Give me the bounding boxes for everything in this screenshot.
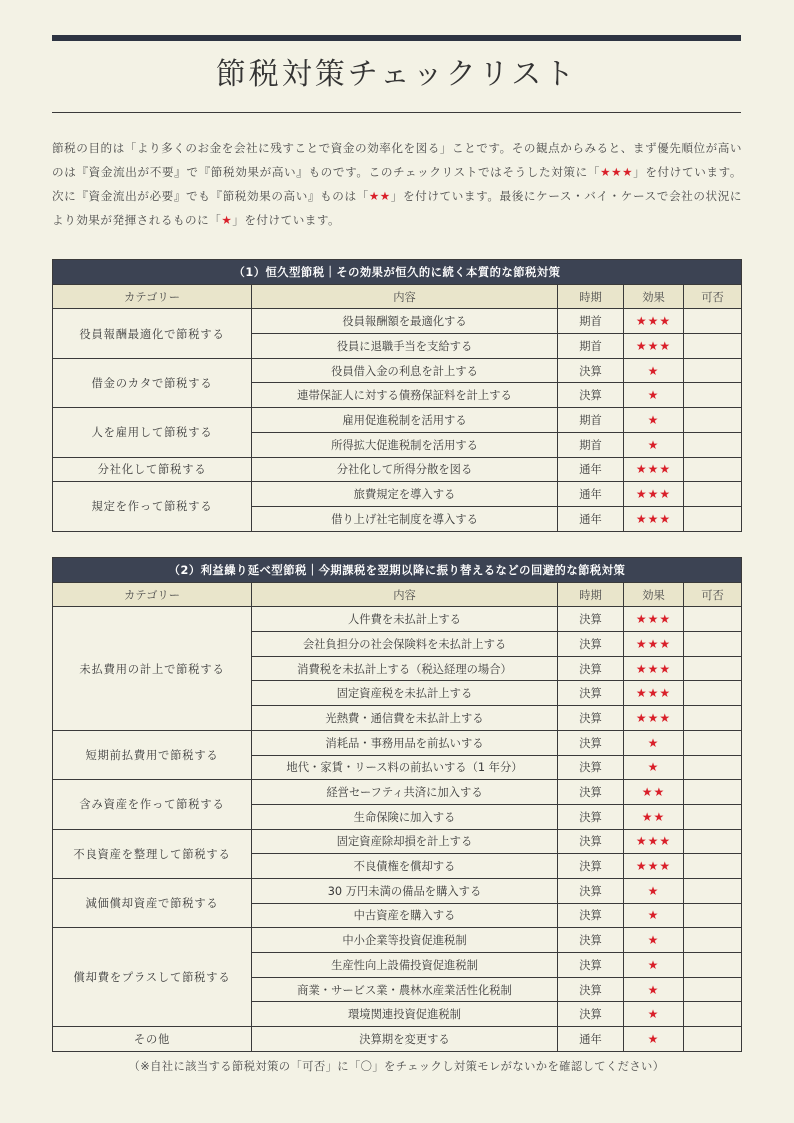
effect-stars-cell: ★★★: [624, 457, 684, 482]
timing-cell: 決算: [558, 854, 624, 879]
effect-stars-cell: ★★★: [624, 706, 684, 731]
table-row: [53, 928, 742, 953]
intro-text-1: 節税の目的は「より多くのお金を会社に残すことで資金の効率化を図る」ことです。その観点からみると、まず優先順位が高いのは『資金流出が不要』で『節税効果が高い』ものです。このチェックリストではそうした対策に「: [52, 141, 742, 179]
timing-cell: 決算: [558, 656, 624, 681]
content-cell: 生産性向上設備投資促進税制: [252, 953, 558, 978]
category-cell: 減価償却資産で節税する: [53, 878, 252, 927]
intro-stars-2: ★★: [368, 189, 391, 203]
table-header: （1）恒久型節税｜その効果が恒久的に続く本質的な節税対策: [53, 260, 742, 285]
check-cell[interactable]: [684, 506, 742, 531]
content-cell: 雇用促進税制を活用する: [252, 408, 558, 433]
column-header-check: 可否: [684, 284, 742, 309]
timing-cell: 決算: [558, 755, 624, 780]
check-cell[interactable]: [684, 953, 742, 978]
content-cell: 役員報酬額を最適化する: [252, 309, 558, 334]
check-cell[interactable]: [684, 804, 742, 829]
effect-stars-cell: ★★★: [624, 334, 684, 359]
timing-cell: 期首: [558, 309, 624, 334]
category-cell: 借金のカタで節税する: [53, 358, 252, 407]
table-row: [53, 1027, 742, 1052]
column-header-timing: 時期: [558, 582, 624, 607]
check-cell[interactable]: [684, 383, 742, 408]
intro-stars-3: ★★★: [600, 165, 634, 179]
check-cell[interactable]: [684, 903, 742, 928]
content-cell: 人件費を未払計上する: [252, 607, 558, 632]
footnote: （※自社に該当する節税対策の「可否」に「〇」をチェックし対策モレがないかを確認してください）: [128, 1060, 665, 1073]
effect-stars-cell: ★★★: [624, 506, 684, 531]
timing-cell: 通年: [558, 1027, 624, 1052]
timing-cell: 決算: [558, 829, 624, 854]
table-row: [53, 730, 742, 755]
effect-stars-cell: ★★★: [624, 482, 684, 507]
intro-stars-1: ★: [221, 213, 233, 227]
check-cell[interactable]: [684, 928, 742, 953]
effect-stars-cell: ★: [624, 1027, 684, 1052]
check-cell[interactable]: [684, 309, 742, 334]
content-cell: 旅費規定を導入する: [252, 482, 558, 507]
effect-stars-cell: ★★★: [624, 656, 684, 681]
table-row: [53, 482, 742, 507]
effect-stars-cell: ★: [624, 977, 684, 1002]
check-cell[interactable]: [684, 457, 742, 482]
category-cell: その他: [53, 1027, 252, 1052]
category-cell: 未払費用の計上で節税する: [53, 607, 252, 730]
category-cell: 役員報酬最適化で節税する: [53, 309, 252, 358]
table-row: [53, 780, 742, 805]
check-cell[interactable]: [684, 780, 742, 805]
column-header-check: 可否: [684, 582, 742, 607]
check-cell[interactable]: [684, 334, 742, 359]
content-cell: 役員借入金の利息を計上する: [252, 358, 558, 383]
column-header-content: 内容: [252, 284, 558, 309]
timing-cell: 通年: [558, 482, 624, 507]
content-cell: 連帯保証人に対する債務保証料を計上する: [252, 383, 558, 408]
check-cell[interactable]: [684, 706, 742, 731]
check-cell[interactable]: [684, 977, 742, 1002]
check-cell[interactable]: [684, 1002, 742, 1027]
check-cell[interactable]: [684, 829, 742, 854]
table-permanent-tax-saving: [52, 259, 742, 532]
timing-cell: 決算: [558, 928, 624, 953]
effect-stars-cell: ★★★: [624, 681, 684, 706]
check-cell[interactable]: [684, 408, 742, 433]
intro-text-4: 」を付けています。: [232, 213, 341, 227]
timing-cell: 決算: [558, 780, 624, 805]
content-cell: 光熱費・通信費を未払計上する: [252, 706, 558, 731]
content-cell: 環境関連投資促進税制: [252, 1002, 558, 1027]
effect-stars-cell: ★★: [624, 780, 684, 805]
effect-stars-cell: ★★★: [624, 829, 684, 854]
content-cell: 固定資産除却損を計上する: [252, 829, 558, 854]
timing-cell: 決算: [558, 730, 624, 755]
content-cell: 中小企業等投資促進税制: [252, 928, 558, 953]
timing-cell: 決算: [558, 358, 624, 383]
effect-stars-cell: ★: [624, 755, 684, 780]
intro-paragraph: [52, 136, 742, 232]
check-cell[interactable]: [684, 656, 742, 681]
check-cell[interactable]: [684, 358, 742, 383]
content-cell: 中古資産を購入する: [252, 903, 558, 928]
timing-cell: 期首: [558, 408, 624, 433]
content-cell: 経営セーフティ共済に加入する: [252, 780, 558, 805]
content-cell: 借り上げ社宅制度を導入する: [252, 506, 558, 531]
table-row: [53, 878, 742, 903]
timing-cell: 決算: [558, 383, 624, 408]
content-cell: 生命保険に加入する: [252, 804, 558, 829]
table-row: [53, 607, 742, 632]
timing-cell: 決算: [558, 977, 624, 1002]
check-cell[interactable]: [684, 730, 742, 755]
category-cell: 規定を作って節税する: [53, 482, 252, 531]
effect-stars-cell: ★: [624, 408, 684, 433]
content-cell: 決算期を変更する: [252, 1027, 558, 1052]
table-row: [53, 309, 742, 334]
timing-cell: 決算: [558, 706, 624, 731]
effect-stars-cell: ★: [624, 358, 684, 383]
check-cell[interactable]: [684, 878, 742, 903]
content-cell: 固定資産税を未払計上する: [252, 681, 558, 706]
column-header-category: カテゴリー: [53, 284, 252, 309]
check-cell[interactable]: [684, 432, 742, 457]
content-cell: 30 万円未満の備品を購入する: [252, 878, 558, 903]
check-cell[interactable]: [684, 482, 742, 507]
effect-stars-cell: ★★★: [624, 607, 684, 632]
timing-cell: 期首: [558, 334, 624, 359]
content-cell: 消耗品・事務用品を前払いする: [252, 730, 558, 755]
timing-cell: 決算: [558, 681, 624, 706]
effect-stars-cell: ★: [624, 903, 684, 928]
content-cell: 消費税を未払計上する（税込経理の場合）: [252, 656, 558, 681]
category-cell: 償却費をプラスして節税する: [53, 928, 252, 1027]
category-cell: 不良資産を整理して節税する: [53, 829, 252, 878]
content-cell: 分社化して所得分散を図る: [252, 457, 558, 482]
check-cell[interactable]: [684, 607, 742, 632]
timing-cell: 決算: [558, 632, 624, 657]
check-cell[interactable]: [684, 632, 742, 657]
content-cell: 所得拡大促進税制を活用する: [252, 432, 558, 457]
timing-cell: 期首: [558, 432, 624, 457]
table-row: [53, 829, 742, 854]
page-title: 節税対策チェックリスト: [215, 57, 578, 92]
category-cell: 含み資産を作って節税する: [53, 780, 252, 829]
intro-text-2: 」を付けています。次に『資金流出が必要』でも『節税効果の高い』ものは「: [52, 165, 742, 203]
timing-cell: 決算: [558, 804, 624, 829]
column-header-timing: 時期: [558, 284, 624, 309]
effect-stars-cell: ★: [624, 953, 684, 978]
effect-stars-cell: ★★: [624, 804, 684, 829]
column-header-category: カテゴリー: [53, 582, 252, 607]
table-header: （2）利益繰り延べ型節税｜今期課税を翌期以降に振り替えるなどの回避的な節税対策: [53, 558, 742, 583]
category-cell: 分社化して節税する: [53, 457, 252, 482]
timing-cell: 決算: [558, 878, 624, 903]
timing-cell: 通年: [558, 506, 624, 531]
timing-cell: 決算: [558, 1002, 624, 1027]
effect-stars-cell: ★: [624, 928, 684, 953]
table-row: [53, 457, 742, 482]
column-header-effect: 効果: [624, 284, 684, 309]
content-cell: 役員に退職手当を支給する: [252, 334, 558, 359]
column-header-content: 内容: [252, 582, 558, 607]
effect-stars-cell: ★★★: [624, 854, 684, 879]
effect-stars-cell: ★: [624, 878, 684, 903]
check-cell[interactable]: [684, 681, 742, 706]
effect-stars-cell: ★★★: [624, 632, 684, 657]
top-bar: [52, 35, 741, 41]
content-cell: 不良債権を償却する: [252, 854, 558, 879]
content-cell: 商業・サービス業・農林水産業活性化税制: [252, 977, 558, 1002]
effect-stars-cell: ★★★: [624, 309, 684, 334]
check-cell[interactable]: [684, 755, 742, 780]
category-cell: 短期前払費用で節税する: [53, 730, 252, 779]
timing-cell: 決算: [558, 903, 624, 928]
content-cell: 会社負担分の社会保険料を未払計上する: [252, 632, 558, 657]
timing-cell: 通年: [558, 457, 624, 482]
timing-cell: 決算: [558, 953, 624, 978]
column-header-effect: 効果: [624, 582, 684, 607]
check-cell[interactable]: [684, 1027, 742, 1052]
effect-stars-cell: ★: [624, 730, 684, 755]
title-divider: [52, 112, 741, 113]
effect-stars-cell: ★: [624, 1002, 684, 1027]
effect-stars-cell: ★: [624, 432, 684, 457]
check-cell[interactable]: [684, 854, 742, 879]
effect-stars-cell: ★: [624, 383, 684, 408]
category-cell: 人を雇用して節税する: [53, 408, 252, 457]
intro-text-3: 」を付けています。最後にケース・バイ・ケースで会社の状況により効果が発揮されるものに「: [52, 189, 742, 227]
content-cell: 地代・家賃・リース料の前払いする（1 年分）: [252, 755, 558, 780]
timing-cell: 決算: [558, 607, 624, 632]
table-row: [53, 358, 742, 383]
table-deferral-tax-saving: [52, 557, 742, 1052]
table-row: [53, 408, 742, 433]
